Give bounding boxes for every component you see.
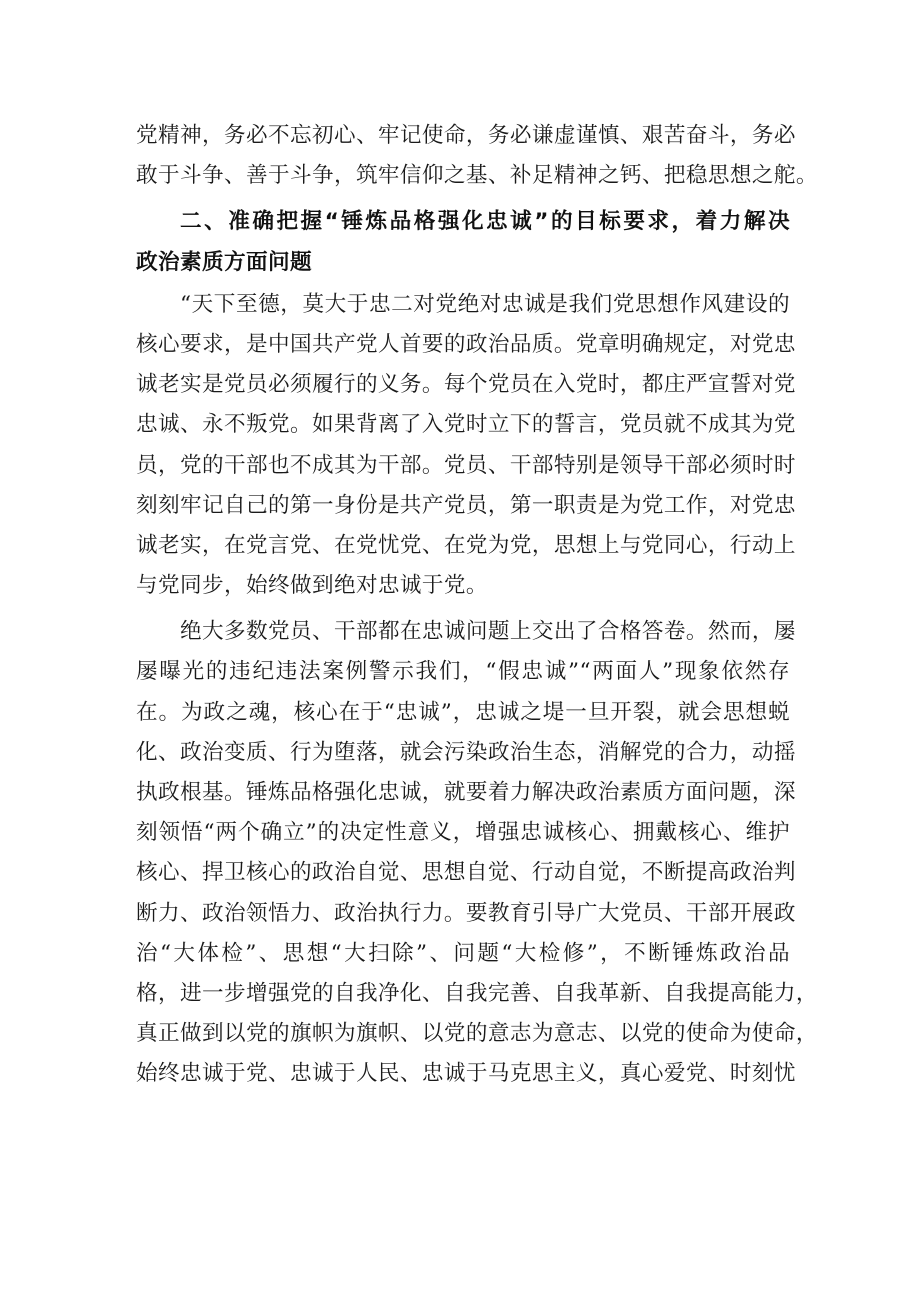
text-line: 格，进一步增强党的自我净化、自我完善、自我革新、自我提高能力，: [136, 980, 818, 1006]
text-line: 员，党的干部也不成其为干部。党员、干部特别是领导干部必须时时: [136, 452, 796, 478]
text-line: 在。为政之魂，核心在于“忠诚”，忠诚之堤一旦开裂，就会思想蜕: [136, 699, 790, 725]
paragraph-2: [136, 612, 818, 1094]
text-line: 始终忠诚于党、忠诚于人民、忠诚于马克思主义，真心爱党、时刻忧: [136, 1061, 796, 1087]
text-line: 与党同步，始终做到绝对忠诚于党。: [136, 573, 488, 599]
continuation-paragraph: [136, 116, 818, 196]
paragraph-1: [136, 285, 796, 607]
text-line: 刻领悟“两个确立”的决定性意义，增强忠诚核心、拥戴核心、维护: [136, 820, 790, 846]
section-heading: [136, 202, 790, 282]
text-line: 核心、捍卫核心的政治自觉、思想自觉、行动自觉，不断提高政治判: [136, 860, 796, 886]
text-line: 真正做到以党的旗帜为旗帜、以党的意志为意志、以党的使命为使命，: [136, 1021, 818, 1047]
text-line: 诚老实是党员必须履行的义务。每个党员在入党时，都庄严宣誓对党: [136, 372, 796, 398]
text-line: 敢于斗争、善于斗争，筑牢信仰之基、补足精神之钙、把稳思想之舵。: [136, 163, 818, 189]
text-line: 党精神，务必不忘初心、牢记使命，务必谦虚谨慎、艰苦奋斗，务必: [136, 123, 796, 148]
text-line: 断力、政治领悟力、政治执行力。要教育引导广大党员、干部开展政: [136, 900, 796, 926]
heading-line: 政治素质方面问题: [136, 249, 312, 275]
text-line: “天下至德，莫大于忠二对党绝对忠诚是我们党思想作风建设的: [180, 291, 790, 317]
heading-line: 二、准确把握“锤炼品格强化忠诚”的目标要求，着力解决: [180, 209, 790, 235]
text-line: 绝大多数党员、干部都在忠诚问题上交出了合格答卷。然而，屡: [180, 619, 796, 645]
text-line: 核心要求，是中国共产党人首要的政治品质。党章明确规定，对党忠: [136, 331, 796, 357]
text-line: 执政根基。锤炼品格强化忠诚，就要着力解决政治素质方面问题，深: [136, 780, 796, 805]
text-line: 屡曝光的违纪违法案例警示我们，“假忠诚”“两面人”现象依然存: [136, 659, 790, 685]
text-line: 刻刻牢记自己的第一身份是共产党员，第一职责是为党工作，对党忠: [136, 492, 796, 518]
text-line: 诚老实，在党言党、在党忧党、在党为党，思想上与党同心，行动上: [136, 532, 796, 558]
document-body: [136, 116, 818, 1101]
text-line: 化、政治变质、行为堕落，就会污染政治生态，消解党的合力，动摇: [136, 739, 796, 765]
text-line: 忠诚、永不叛党。如果背离了入党时立下的誓言，党员就不成其为党: [136, 412, 796, 438]
text-line: 治“大体检”、思想“大扫除”、问题“大检修”，不断锤炼政治品: [136, 940, 790, 966]
